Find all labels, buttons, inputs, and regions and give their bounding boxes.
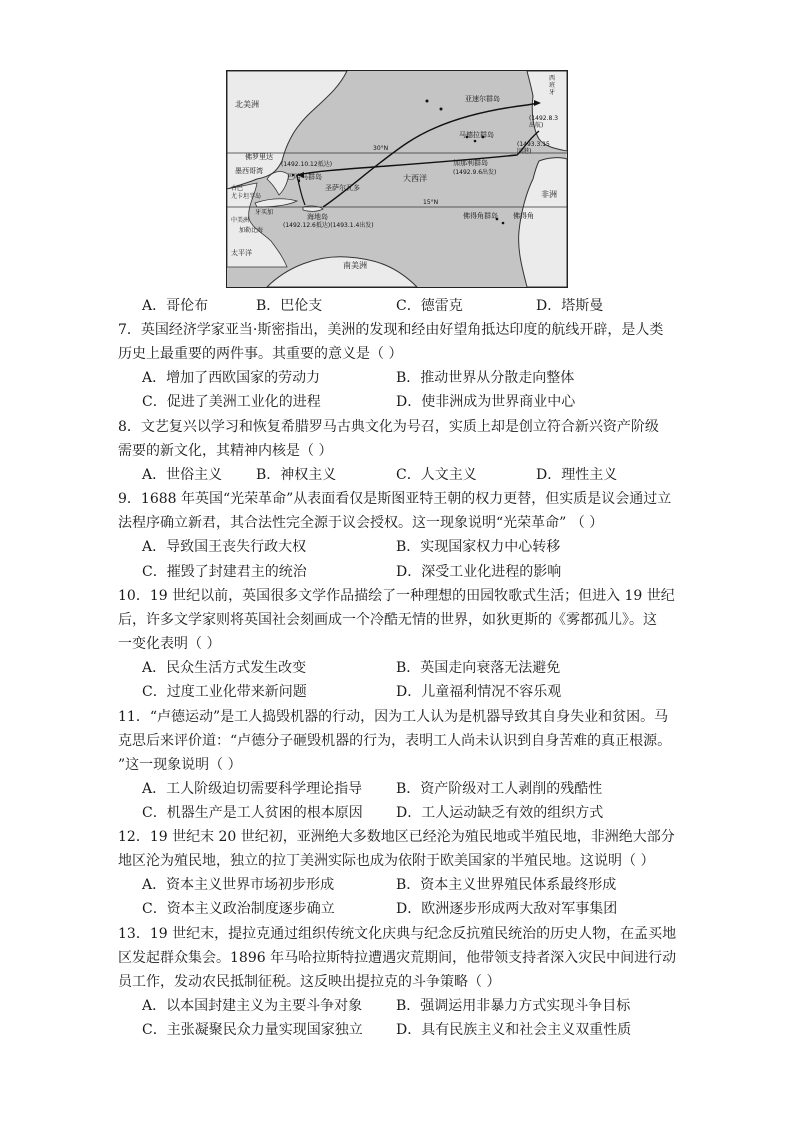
label-lat30: 30°N (373, 145, 389, 152)
label-gulf-mexico: 墨西哥湾 (235, 167, 263, 175)
label-jamaica: 牙买加 (255, 209, 274, 216)
label-central-america: 中美洲 (231, 217, 250, 224)
label-hispaniola: 海地岛 (307, 213, 328, 221)
q7-stem-line2: 历史上最重要的两件事。其重要的意义是（ ） (118, 346, 403, 362)
label-madeira: 马德拉群岛 (459, 131, 494, 139)
q13-option-a: A．以本国封建主义为主要斗争对象 (142, 998, 363, 1014)
q11-option-c: C．机器生产是工人贫困的根本原因 (142, 805, 363, 821)
q13-option-b: B．强调运用非暴力方式实现斗争目标 (396, 998, 631, 1014)
label-caribbean: 加勒比海 (239, 227, 264, 234)
q11-stem-line1: 11．“卢德运动”是工人捣毁机器的行动，因为工人认为是机器导致其自身失业和贫困。马 (118, 709, 669, 725)
q12-option-c: C．资本主义政治制度逐步确立 (142, 901, 335, 917)
label-cape-verde: 佛得角 (513, 212, 534, 220)
label-lat15: 15°N (423, 199, 439, 206)
q13-stem-line1: 13．19 世纪末，提拉克通过组织传统文化庆典与纪念反抗殖民统治的历史人物，在孟买地 (118, 926, 677, 942)
q13-stem-line2: 区发起群众集会。1896 年马哈拉斯特拉遭遇灾荒期间，他带领支持者深入灾民中间进行动 (118, 950, 677, 966)
label-hispaniola-dates: (1492.12.6抵达)(1493.1.4出发) (283, 222, 374, 229)
q9-stem-line2: 法程序确立新君，其合法性完全源于议会授权。这一现象说明“光荣革命” （ ） (118, 515, 604, 531)
q11-option-a: A．工人阶级迫切需要科学理论指导 (142, 781, 363, 797)
label-canary: 加那利群岛 (453, 159, 488, 167)
q10-stem-line1: 10．19 世纪以前，英国很多文学作品描绘了一种理想的田园牧歌式生活；但进入 19 世纪 (118, 588, 675, 604)
q6-option-b: B．巴伦支 (256, 298, 323, 314)
label-florida: 佛罗里达 (245, 153, 273, 161)
q9-option-b: B．实现国家权力中心转移 (396, 539, 561, 555)
q6-option-d: D．塔斯曼 (536, 298, 604, 314)
label-bahamas: 巴哈马群岛 (287, 173, 322, 181)
label-africa: 非洲 (541, 190, 557, 199)
q8-stem-line2: 需要的新文化，其精神内核是（ ） (118, 443, 333, 459)
q6-option-a: A．哥伦布 (142, 298, 209, 314)
label-north-america: 北美洲 (235, 100, 259, 109)
q7-option-b: B．推动世界从分散走向整体 (396, 370, 575, 386)
q11-option-b: B．资产阶级对工人剥削的残酷性 (396, 781, 603, 797)
q10-option-d: D．儿童福利情况不容乐观 (396, 684, 562, 700)
q12-option-d: D．欧洲逐步形成两大敌对军事集团 (396, 901, 618, 917)
label-pacific: 太平洋 (231, 249, 252, 257)
q9-option-a: A．导致国王丧失行政大权 (142, 539, 307, 555)
columbus-voyage-map (226, 70, 568, 288)
q11-option-d: D．工人运动缺乏有效的组织方式 (396, 805, 604, 821)
label-depart: (1492.8.3出航) (529, 115, 559, 129)
q8-option-c: C．人文主义 (396, 467, 477, 483)
q6-option-c: C．德雷克 (396, 298, 463, 314)
q10-option-a: A．民众生活方式发生改变 (142, 660, 307, 676)
q13-option-c: C．主张凝聚民众力量实现国家独立 (142, 1022, 363, 1038)
label-south-america: 南美洲 (343, 261, 367, 270)
q12-stem-line1: 12．19 世纪末 20 世纪初，亚洲绝大多数地区已经沦为殖民地或半殖民地，非洲绝大部分 (118, 829, 675, 845)
label-yucatan: 尤卡坦半岛 (231, 193, 262, 200)
q7-stem-line1: 7．英国经济学家亚当·斯密指出，美洲的发现和经由好望角抵达印度的航线开辟，是人类 (118, 322, 664, 338)
q9-option-c: C．摧毁了封建君主的统治 (142, 564, 307, 580)
q7-option-c: C．促进了美洲工业化的进程 (142, 394, 321, 410)
q8-option-b: B．神权主义 (256, 467, 337, 483)
q8-option-d: D．理性主义 (536, 467, 618, 483)
q9-option-d: D．深受工业化进程的影响 (396, 564, 562, 580)
label-spain: 西班牙 (549, 75, 556, 96)
q10-stem-line2: 后，许多文学家则将英国社会刻画成一个冷酷无情的世界，如狄更斯的《雾都孤儿》。这 (118, 612, 657, 628)
q10-stem-line3: 一变化表明（ ） (118, 636, 221, 652)
q13-stem-line3: 员工作，发动农民抵制征税。这反映出提拉克的斗争策略（ ） (118, 974, 501, 990)
q10-option-c: C．过度工业化带来新问题 (142, 684, 307, 700)
q8-option-a: A．世俗主义 (142, 467, 223, 483)
q7-option-a: A．增加了西欧国家的劳动力 (142, 370, 321, 386)
label-cuba: 古巴 (231, 185, 244, 192)
q12-option-a: A．资本主义世界市场初步形成 (142, 877, 335, 893)
label-azores: 亚速尔群岛 (465, 95, 500, 103)
label-arrive: (1492.10.12抵达) (281, 161, 333, 168)
q8-stem-line1: 8．文艺复兴以学习和恢复希腊罗马古典文化为号召，实质上却是创立符合新兴资产阶级 (118, 419, 659, 435)
q9-stem-line1: 9．1688 年英国“光荣革命”从表面看仅是斯图亚特王朝的权力更替，但实质是议会通过立 (118, 491, 672, 507)
map-graphic (227, 71, 567, 287)
q13-option-d: D．具有民族主义和社会主义双重性质 (396, 1022, 632, 1038)
q7-option-d: D．使非洲成为世界商业中心 (396, 394, 576, 410)
q11-stem-line3: ”这一现象说明（ ） (118, 757, 242, 773)
label-san-salvador: 圣萨尔瓦多 (325, 184, 360, 192)
q12-option-b: B．资本主义世界殖民体系最终形成 (396, 877, 617, 893)
label-canary-date: (1492.9.6出发) (453, 169, 497, 176)
label-cape-verde-islands: 佛得角群岛 (463, 212, 498, 220)
label-atlantic: 大西洋 (403, 174, 427, 183)
q10-option-b: B．英国走向衰落无法避免 (396, 660, 561, 676)
label-return: (1493.3.15回港) (517, 141, 550, 155)
q12-stem-line2: 地区沦为殖民地，独立的拉丁美洲实际也成为依附于欧美国家的半殖民地。这说明（ ） (118, 853, 655, 869)
q11-stem-line2: 克思后来评价道：“卢德分子砸毁机器的行为，表明工人尚未认识到自身苦难的真正根源。 (118, 733, 672, 749)
